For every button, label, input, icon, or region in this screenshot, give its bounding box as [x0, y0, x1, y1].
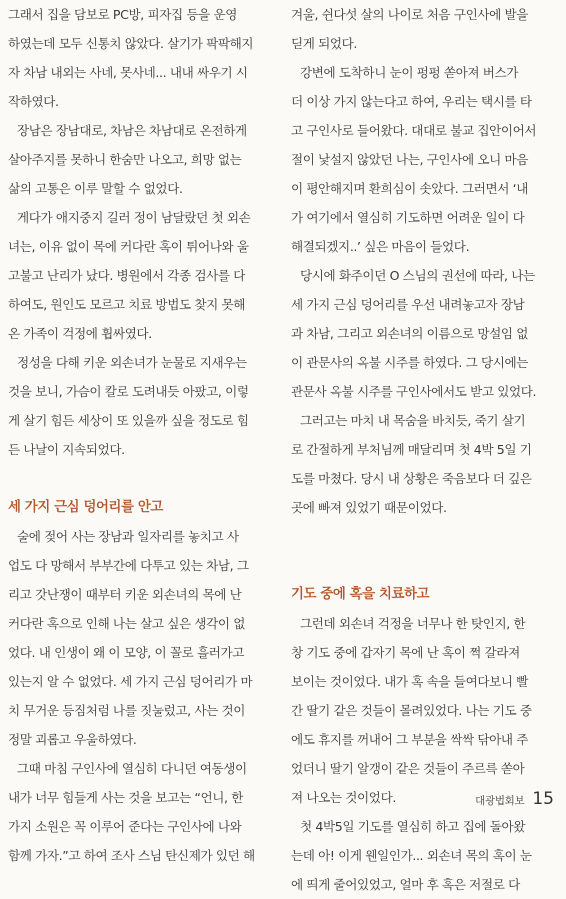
text-line: 첫 4박5일 기도를 열심히 하고 집에 돌아왔	[300, 819, 526, 834]
text-line: 과 차남, 그리고 외손녀의 이름으로 망설임 없	[291, 326, 529, 341]
text-line: 겨울, 쉰다섯 살의 나이로 처음 구인사에 발을	[291, 7, 529, 22]
section-heading: 기도 중에 혹을 치료하고	[291, 587, 430, 602]
text-line: 장남은 장남대로, 차남은 차남대로 온전하게	[17, 123, 247, 138]
text-line: 간 딸기 같은 것들이 몰려있었다. 나는 기도 중	[291, 703, 532, 718]
text-line: 고불고 난리가 났다. 병원에서 각종 검사를 다	[8, 268, 246, 283]
text-line: 자 차남 내외는 사네, 못사네... 내내 싸우기 시	[8, 65, 248, 80]
text-line: 든 나날이 지속되었다.	[8, 442, 125, 457]
text-line: 하여도, 원인도 모르고 치료 방법도 찾지 못해	[8, 297, 246, 312]
text-line: 정말 괴롭고 우울하였다.	[8, 732, 137, 747]
left-text-column	[8, 0, 272, 870]
text-line: 창 기도 중에 갑자기 목에 난 혹이 쩍 갈라져	[291, 645, 520, 660]
text-line: 당시에 화주이던 O 스님의 권선에 따라, 나는	[300, 268, 535, 283]
text-line: 그때 마침 구인사에 열심히 다니던 여동생이	[17, 761, 247, 776]
text-line: 가 여기에서 열심히 기도하면 어려운 일이 다	[291, 210, 525, 225]
text-line: 더 이상 가지 않는다고 하여, 우리는 택시를 타	[291, 94, 532, 109]
publication-name: 대광법회보	[475, 795, 525, 807]
paragraph-gap	[291, 551, 555, 580]
page-footer	[475, 789, 554, 809]
text-line: 관문사 옥불 시주를 구인사에서도 받고 있었다.	[291, 384, 537, 399]
text-line: 커다란 혹으로 인해 나는 살고 싶은 생각이 없	[8, 616, 246, 631]
text-line: 로 간절하게 부처님께 매달리며 첫 4박 5일 기	[291, 442, 532, 457]
text-line: 딛게 되었다.	[291, 36, 358, 51]
text-line: 고 구인사로 들어왔다. 대대로 불교 집안이어서	[291, 123, 537, 138]
text-line: 함께 가자.”고 하여 조사 스님 탄신제가 있던 해	[8, 848, 255, 863]
text-line: 도를 마쳤다. 당시 내 상황은 죽음보다 더 깊은	[291, 471, 532, 486]
text-line: 그래서 집을 담보로 PC방, 피자집 등을 운영	[8, 7, 238, 22]
right-text-column	[291, 0, 555, 899]
text-line: 해결되겠지..’ 싶은 마음이 들었다.	[291, 239, 470, 254]
text-line: 것을 보니, 가슴이 칼로 도려내듯 아팠고, 이렇	[8, 384, 249, 399]
text-line: 세 가지 근심 덩어리를 우선 내려놓고자 장남	[291, 297, 525, 312]
text-line: 삶의 고통은 이루 말할 수 없었다.	[8, 181, 183, 196]
text-line: 이 관문사의 옥불 시주를 하였다. 그 당시에는	[291, 355, 529, 370]
paragraph-gap	[8, 464, 272, 493]
text-line: 게다가 애지중지 길러 정이 남달랐던 첫 외손	[17, 210, 251, 225]
text-line: 온 가족이 걱정에 휩싸였다.	[8, 326, 152, 341]
section-heading: 세 가지 근심 덩어리를 안고	[8, 500, 163, 515]
text-line: 곳에 빠져 있었기 때문이었다.	[291, 500, 447, 515]
paragraph-gap	[291, 522, 555, 551]
text-line: 정성을 다해 키운 외손녀가 눈물로 지새우는	[17, 355, 247, 370]
text-line: 술에 젖어 사는 장남과 일자리를 놓치고 사	[17, 529, 239, 544]
text-line: 업도 다 망해서 부부간에 다투고 있는 차남, 그	[8, 558, 249, 573]
text-line: 절이 낯설지 않았던 나는, 구인사에 오니 마음	[291, 152, 529, 167]
text-line: 있는지 알 수 없었다. 세 가지 근심 덩어리가 마	[8, 674, 253, 689]
text-line: 었더니 딸기 알갱이 같은 것들이 주르륵 쏟아	[291, 761, 525, 776]
page-number: 15	[532, 789, 554, 809]
text-line: 는데 아! 이게 웬일인가... 외손녀 목의 혹이 눈	[291, 848, 532, 863]
text-line: 하였는데 모두 신통치 않았다. 살기가 팍팍해지	[8, 36, 254, 51]
text-line: 그러고는 마치 내 목숨을 바치듯, 죽기 살기	[300, 413, 526, 428]
text-line: 에 띄게 줄어있었고, 얼마 후 혹은 저절로 다	[291, 877, 520, 892]
text-line: 에도 휴지를 꺼내어 그 부분을 싹싹 닦아내 주	[291, 732, 529, 747]
text-line: 게 살기 힘든 세상이 또 있을까 싶을 정도로 힘	[8, 413, 249, 428]
text-line: 녀는, 이유 없이 목에 커다란 혹이 튀어나와 울	[8, 239, 249, 254]
text-line: 었다. 내 인생이 왜 이 모양, 이 꼴로 흘러가고	[8, 645, 245, 660]
text-line: 내가 너무 힘들게 사는 것을 보고는 “언니, 한	[8, 790, 243, 805]
text-line: 리고 갓난쟁이 때부터 키운 외손녀의 목에 난	[8, 587, 242, 602]
text-line: 보이는 것이었다. 내가 혹 속을 들여다보니 빨	[291, 674, 529, 689]
text-line: 치 무거운 등짐처럼 나를 짓눌렀고, 사는 것이	[8, 703, 246, 718]
text-line: 강변에 도착하니 눈이 펑펑 쏟아져 버스가	[300, 65, 519, 80]
text-line: 가지 소원은 꼭 이루어 준다는 구인사에 나와	[8, 819, 242, 834]
text-line: 그런데 외손녀 걱정을 너무나 한 탓인지, 한	[300, 616, 526, 631]
text-line: 이 평안해지며 환희심이 솟았다. 그러면서 ‘내	[291, 181, 529, 196]
text-line: 작하였다.	[8, 94, 59, 109]
text-line: 져 나오는 것이었다.	[291, 790, 396, 805]
text-line: 살아주지를 못하니 한숨만 나오고, 희망 없는	[8, 152, 242, 167]
